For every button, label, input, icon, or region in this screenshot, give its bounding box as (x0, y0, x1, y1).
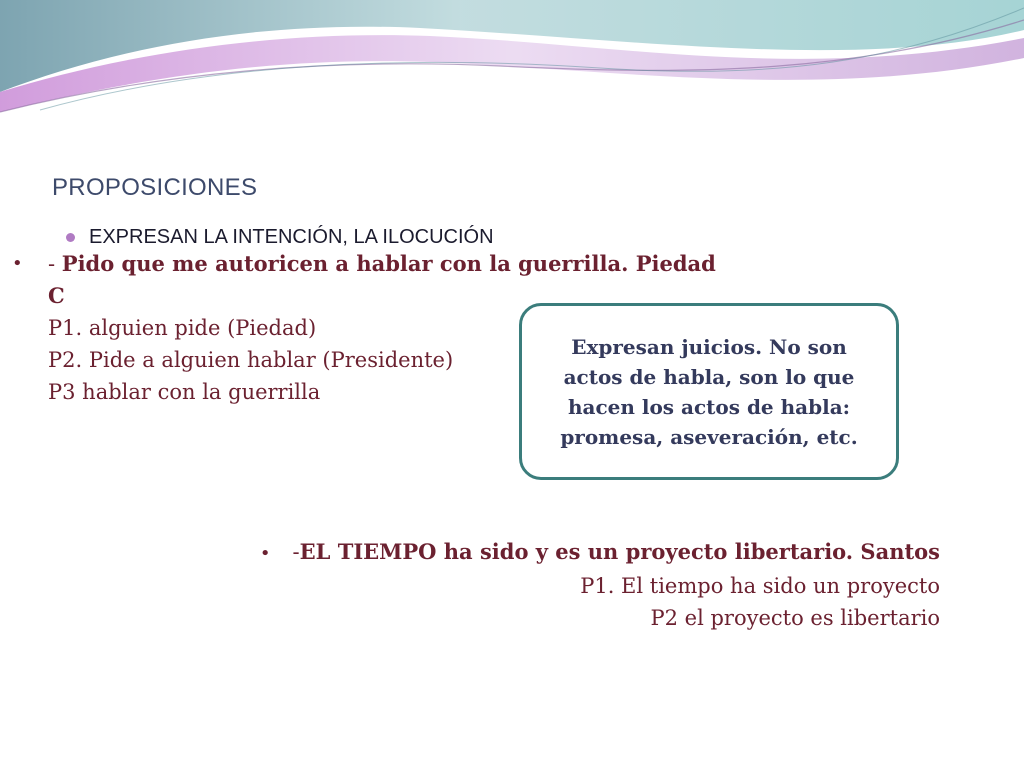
sub-bullet-item (66, 226, 494, 249)
slide-title: PROPOSICIONES (52, 174, 258, 201)
callout-box (519, 303, 899, 480)
example-heading: EL TIEMPO ha sido y es un proyecto libertario. Santos (299, 539, 940, 564)
bullet-dot-icon (66, 233, 75, 242)
example-prefix: - (48, 252, 62, 276)
bullet-icon: • (12, 253, 23, 274)
bullet-icon: • (259, 543, 271, 564)
callout-line: actos de habla, son lo que (563, 364, 855, 389)
example-prefix: - (292, 540, 300, 564)
proposition-p1: P1. alguien pide (Piedad) (48, 316, 317, 340)
proposition-p2: P2 el proyecto es libertario (650, 606, 940, 630)
callout-text (539, 332, 879, 452)
proposition-p1: P1. El tiempo ha sido un proyecto (580, 574, 940, 598)
proposition-p3: P3 hablar con la guerrilla (48, 380, 321, 404)
callout-line: promesa, aseveración, etc. (560, 424, 858, 449)
proposition-p2: P2. Pide a alguien hablar (Presidente) (48, 348, 454, 372)
example-heading-line2: C (48, 283, 65, 308)
callout-line: hacen los actos de habla: (567, 394, 851, 419)
callout-line: Expresan juicios. No son (571, 334, 847, 359)
example-santos (260, 536, 940, 634)
header-wave-decoration (0, 0, 1024, 130)
example-heading-line1: Pido que me autoricen a hablar con la guerrilla. Piedad (61, 251, 716, 276)
sub-bullet-text: EXPRESAN LA INTENCIÓN, LA ILOCUCIÓN (89, 226, 494, 248)
